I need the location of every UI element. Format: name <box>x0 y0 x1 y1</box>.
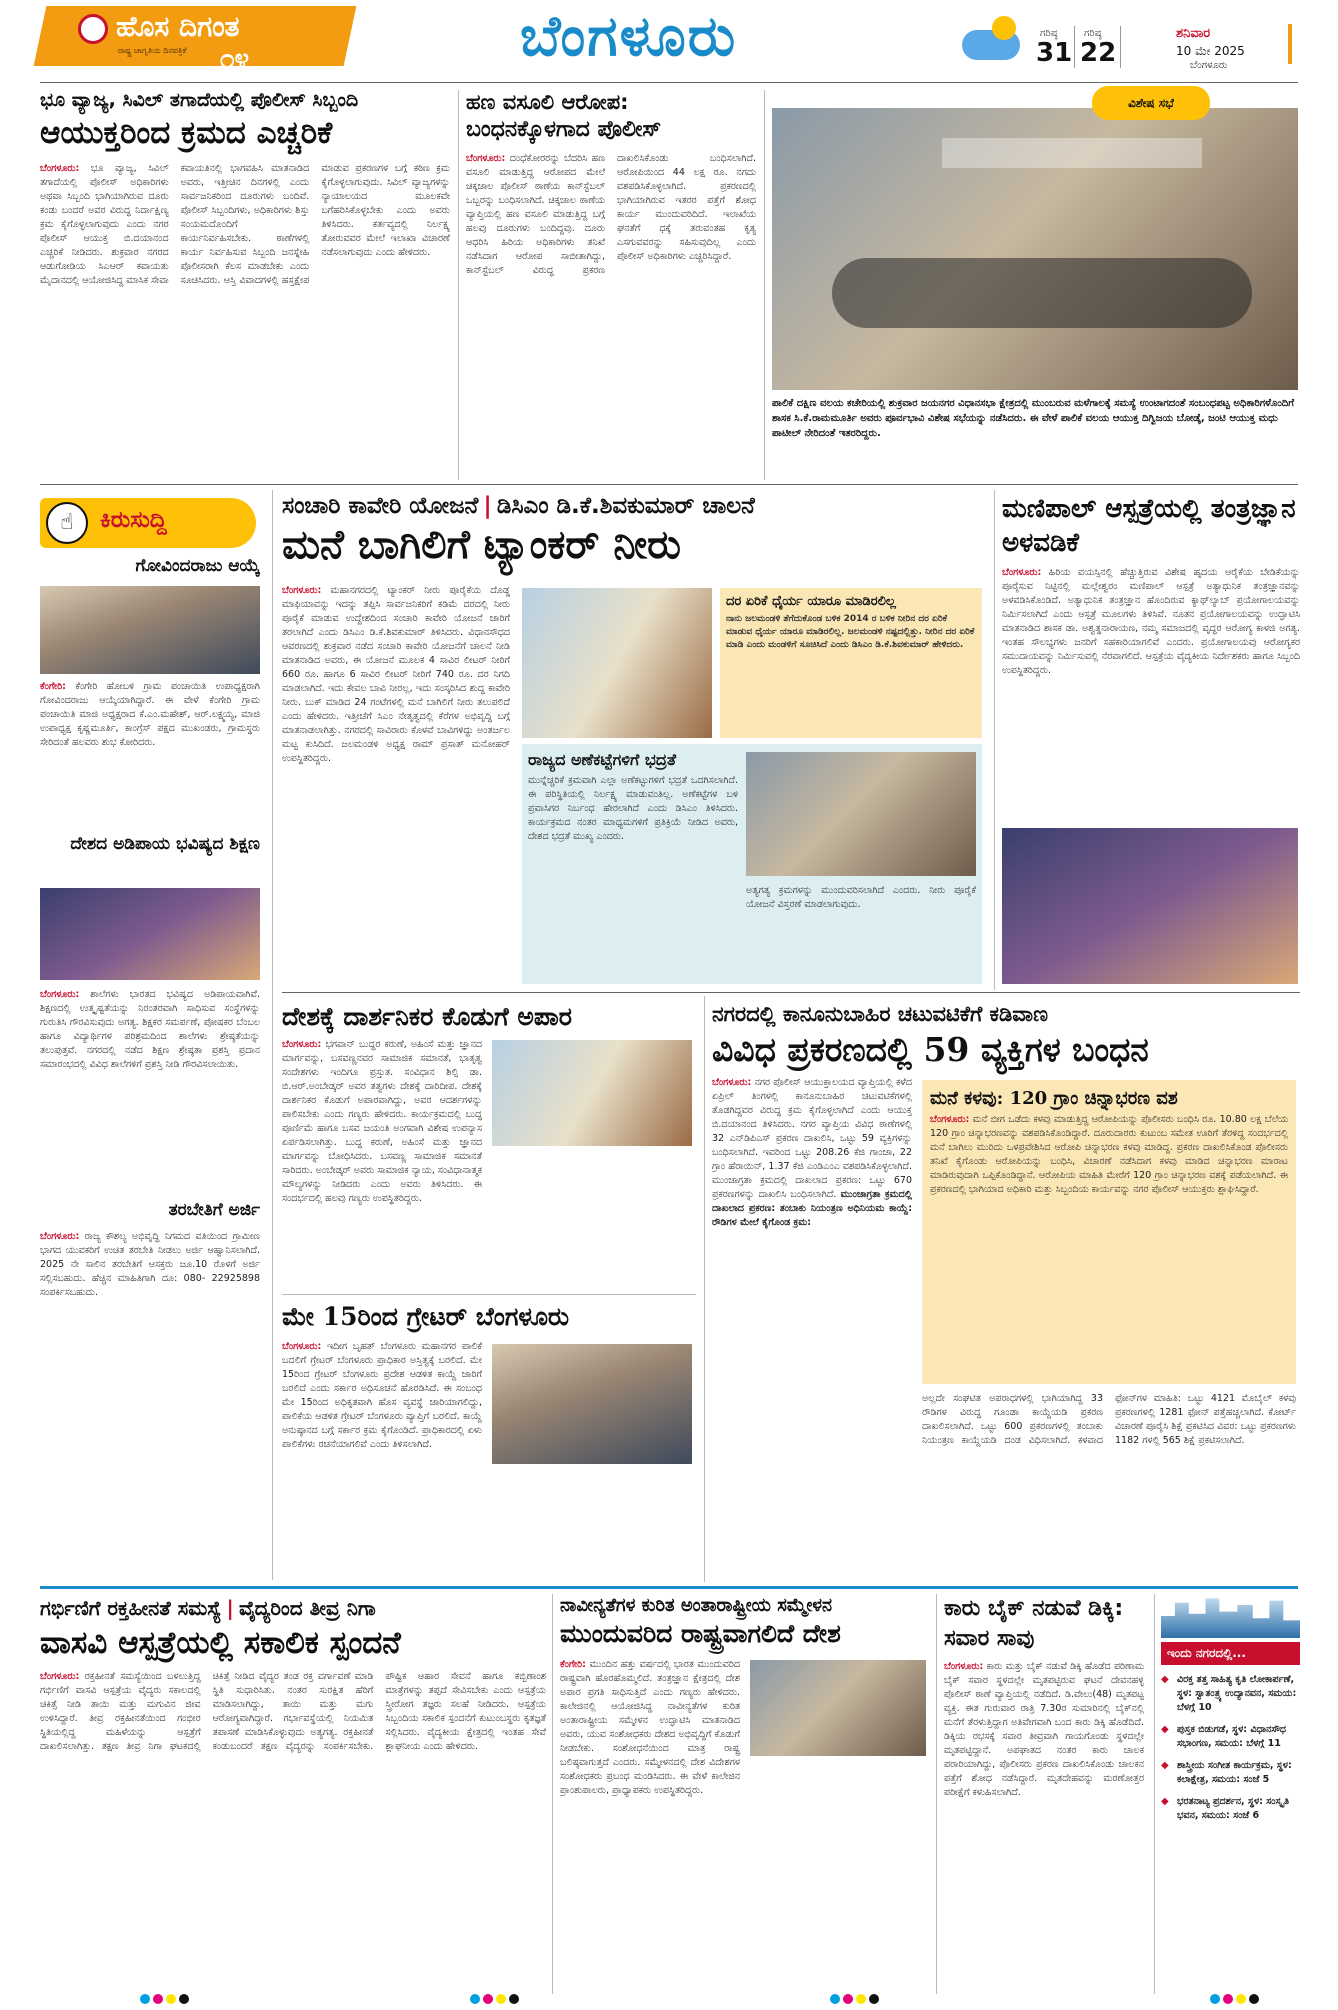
registration-marks <box>1210 1994 1259 2004</box>
special-meeting <box>772 86 1302 480</box>
kiru-item3-body: ಬೆಂಗಳೂರು: ರಾಜ್ಯ ಕೌಶಲ್ಯ ಅಭಿವೃದ್ಧಿ ನಿಗಮದ ವತಿಯಿಂದ ಗ್ರಾಮೀಣ ಭಾಗದ ಯುವಕರಿಗೆ ಉಚಿತ ತರಬೇತಿ ನೀಡಲು ಅರ್ಜಿ ಆಹ್ವಾನಿಸಲಾಗಿದೆ. 2025 ನೇ ಸಾಲಿನ ತರಬೇತಿಗೆ ಆಸಕ್ತರು ಜೂ.10 ರೊಳಗೆ ಅರ್ಜಿ ಸಲ್ಲಿಸಬಹುದು. ಹೆಚ್ಚಿನ ಮಾಹಿತಿಗಾಗಿ ದೂ: 080- 22925898 ಸಂಪರ್ಕಿಸಬಹುದು. <box>40 1231 260 1298</box>
chain-box <box>922 1080 1296 1384</box>
lead-body: ಬೆಂಗಳೂರು: ಮಹಾನಗರದಲ್ಲಿ ಟ್ಯಾಂಕರ್ ನೀರು ಪೂರೈಕೆಯ ದೊಡ್ಡ ಮಾಫಿಯಾವನ್ನು ಇದನ್ನು ತಪ್ಪಿಸಿ ಸಾರ್ವಜನಿಕರಿಗೆ ಕಡಿಮೆ ದರದಲ್ಲಿ ನೀರು ಪೂರೈಕೆ ಮಾಡುವ ಉದ್ದೇಶದಿಂದ ಸಂಚಾರಿ ಕಾವೇರಿ ಯೋಜನೆ ಜಾರಿಗೆ ತರಲಾಗಿದೆ ಎಂದು ಡಿಸಿಎಂ ಡಿ.ಕೆ.ಶಿವಕುಮಾರ್ ತಿಳಿಸಿದರು. ವಿಧಾನಸೌಧದ ಆವರಣದಲ್ಲಿ ಶುಕ್ರವಾರ ನಡೆದ ಸಂಚಾರಿ ಕಾವೇರಿ ಯೋಜನೆಗೆ ಚಾಲನೆ ನೀಡಿ ಮಾತನಾಡಿದ ಅವರು, ಈ ಯೋಜನೆ ಮೂಲಕ 4 ಸಾವಿರ ಲೀಟರ್ ನೀರಿಗೆ 660 ರೂ. ಹಾಗೂ 6 ಸಾವಿರ ಲೀಟರ್ ನೀರಿಗೆ 740 ರೂ. ದರ ನಿಗದಿ ಮಾಡಲಾಗಿದೆ. ಇದು ಕೇವಲ ಬಾವಿ ನೀರಲ್ಲ, ಇದು ಸಂಸ್ಕರಿಸಿದ ಶುದ್ಧ ಕಾವೇರಿ ನೀರು. ಬುಕ್ ಮಾಡಿದ 24 ಗಂಟೆಗಳಲ್ಲಿ ಮನೆ ಬಾಗಿಲಿಗೆ ನೀರು ತಲುಪಲಿದೆ ಎಂದು ಹೇಳಿದರು. ಇತ್ತೀಚೆಗೆ ಸಿಎಂ ನೇತೃತ್ವದಲ್ಲಿ ಕೆರೆಗಳ ಅಭಿವೃದ್ಧಿ ಬಗ್ಗೆ ಮಾತನಾಡಲಾಗಿತ್ತು. ನಗರದಲ್ಲಿ ಸಾವಿರಾರು ಕೊಳವೆ ಬಾವಿಗಳಿದ್ದು ಅಂತರ್ಜಲ ಮಟ್ಟ ಕುಸಿದಿದೆ. ಜಲಮಂಡಳಿ ಅಧ್ಯಕ್ಷ ರಾಮ್ ಪ್ರಸಾತ್ ಮನೋಹರ್ ಉಪಸ್ಥಿತರಿದ್ದರು. <box>282 585 510 764</box>
philosopher-story <box>282 1000 696 1290</box>
kiru-item2-headline: ದೇಶದ ಅಡಿಪಾಯ ಭವಿಷ್ಯದ ಶಿಕ್ಷಣ <box>70 834 260 854</box>
carbike-headline: ಕಾರು ಬೈಕ್ ನಡುವೆ ಡಿಕ್ಕಿ: ಸವಾರ ಸಾವು <box>944 1596 1124 1651</box>
lead-side-headline: ರಾಜ್ಯದ ಅಣೆಕಟ್ಟೆಗಳಿಗೆ ಭದ್ರತೆ <box>528 750 676 769</box>
manipal-headline: ಮಣಿಪಾಲ್ ಆಸ್ಪತ್ರೆಯಲ್ಲಿ ತಂತ್ರಜ್ಞಾನ ಅಳವಡಿಕೆ <box>1002 494 1296 558</box>
masthead <box>0 0 1338 80</box>
arrest-headline: ವಿವಿಧ ಪ್ರಕರಣದಲ್ಲಿ 59 ವ್ಯಕ್ತಿಗಳ ಬಂಧನ <box>712 1030 1149 1069</box>
brand-name: ಹೊಸ ದಿಗಂತ <box>116 10 240 43</box>
today-in-city <box>1154 1594 1300 1994</box>
meeting-photo <box>772 108 1298 390</box>
lead-side-body: ಮುನ್ನೆಚ್ಚರಿಕೆ ಕ್ರಮವಾಗಿ ಎಲ್ಲಾ ಅಣೆಕಟ್ಟುಗಳಿಗೆ ಭದ್ರತೆ ಒದಗಿಸಲಾಗಿದೆ. ಈ ಪರಿಸ್ಥಿತಿಯಲ್ಲಿ ನಿರ್ಲಕ್ಷ್ಯ ಮಾಡುವಂತಿಲ್ಲ. ಅಣೆಕಟ್ಟೆಗಳ ಬಳಿ ಪ್ರವಾಸಿಗರ ನಿರ್ಬಂಧ ಹೇರಲಾಗಿದೆ ಎಂದು ಡಿಸಿಎಂ ತಿಳಿಸಿದರು. ಕಾರ್ಯಕ್ರಮದ ನಂತರ ಮಾಧ್ಯಮಗಳಿಗೆ ಪ್ರತಿಕ್ರಿಯೆ ನೀಡಿದ ಅವರು, ದೇಶದ ಭದ್ರತೆ ಮುಖ್ಯ ಎಂದರು. <box>528 775 738 842</box>
carbike-body: ಬೆಂಗಳೂರು: ಕಾರು ಮತ್ತು ಬೈಕ್ ನಡುವೆ ಡಿಕ್ಕಿ ಹೊಡೆದ ಪರಿಣಾಮ ಬೈಕ್ ಸವಾರ ಸ್ಥಳದಲ್ಲೇ ಮೃತಪಟ್ಟಿರುವ ಘಟನೆ ದೇವನಹಳ್ಳಿ ಪೊಲೀಸ್ ಠಾಣೆ ವ್ಯಾಪ್ತಿಯಲ್ಲಿ ನಡೆದಿದೆ. ಡಿ.ವೇಲು(48) ಮೃತಪಟ್ಟ ವ್ಯಕ್ತಿ. ಈತ ಗುರುವಾರ ರಾತ್ರಿ 7.30ರ ಸುಮಾರಿನಲ್ಲಿ ಬೈಕ್‌ನಲ್ಲಿ ಮನೆಗೆ ತೆರಳುತ್ತಿದ್ದಾಗ ಅತಿವೇಗವಾಗಿ ಬಂದ ಕಾರು ಡಿಕ್ಕಿ ಹೊಡೆದಿದೆ. ಡಿಕ್ಕಿಯ ರಭಸಕ್ಕೆ ಸವಾರ ತೀವ್ರವಾಗಿ ಗಾಯಗೊಂಡು ಸ್ಥಳದಲ್ಲೇ ಮೃತಪಟ್ಟಿದ್ದಾನೆ. ಅಪಘಾತದ ನಂತರ ಕಾರು ಚಾಲಕ ಪರಾರಿಯಾಗಿದ್ದು, ಪೊಲೀಸರು ಪ್ರಕರಣ ದಾಖಲಿಸಿಕೊಂಡು ಚಾಲಕನ ಪತ್ತೆಗೆ ಶೋಧ ನಡೆಸಿದ್ದಾರೆ. ಮೃತದೇಹವನ್ನು ಮರಣೋತ್ತರ ಪರೀಕ್ಷೆಗೆ ಕಳುಹಿಸಲಾಗಿದೆ. <box>944 1661 1144 1798</box>
issue-date: 10 ಮೇ 2025 <box>1176 44 1245 58</box>
lead-headline: ಮನೆ ಬಾಗಿಲಿಗೆ ಟ್ಯಾಂಕರ್ ನೀರು <box>282 521 682 568</box>
registration-marks <box>830 1994 879 2004</box>
lead-quote-body: ನಾನು ಜಲಮಂಡಳಿ ತೆಗೆದುಕೊಂಡ ಬಳಿಕ 2014 ರ ಬಳಿಕ ನೀರಿನ ದರ ಏರಿಕೆ ಮಾಡುವ ಧೈರ್ಯ ಯಾರೂ ಮಾಡಿರಲಿಲ್ಲ. ಜಲಮಂಡಳಿ ನಷ್ಟದಲ್ಲಿತ್ತು. ನೀರಿನ ದರ ಏರಿಕೆ ಮಾಡಿ ಎಂದು ಮಂಡಳಿಗೆ ಸೂಚಿಸಿದೆ ಎಂದು ಡಿಸಿಎಂ ಡಿ.ಕೆ.ಶಿವಕುಮಾರ್ ಹೇಳಿದರು. <box>726 614 975 650</box>
brand-tagline: ರಾಷ್ಟ್ರ ಜಾಗೃತಿಯ ದಿನಪತ್ರಿಕೆ <box>118 46 187 55</box>
arrest-sub2: ತಂಬಾಕು ನಿಯಂತ್ರಣ ಅಧಿನಿಯಮ ಕಾಯ್ದೆ: <box>779 1203 912 1214</box>
philosopher-photo <box>492 1040 692 1146</box>
kiru-item1-headline: ಗೋವಿಂದರಾಜು ಆಯ್ಕೆ <box>135 556 260 576</box>
innovation-body: ಕೆಂಗೇರಿ: ಮುಂದಿನ ಹತ್ತು ವರ್ಷದಲ್ಲಿ ಭಾರತ ಮುಂದುವರಿದ ರಾಷ್ಟ್ರವಾಗಿ ಹೊರಹೊಮ್ಮಲಿದೆ. ತಂತ್ರಜ್ಞಾನ ಕ್ಷೇತ್ರದಲ್ಲಿ ದೇಶ ಅಪಾರ ಪ್ರಗತಿ ಸಾಧಿಸುತ್ತಿದೆ ಎಂದು ಗಣ್ಯರು ಹೇಳಿದರು. ಕಾಲೇಜಿನಲ್ಲಿ ಆಯೋಜಿಸಿದ್ದ ನಾವೀನ್ಯತೆಗಳ ಕುರಿತ ಅಂತಾರಾಷ್ಟ್ರೀಯ ಸಮ್ಮೇಳನ ಉದ್ಘಾಟಿಸಿ ಮಾತನಾಡಿದ ಅವರು, ಯುವ ಸಂಶೋಧಕರು ದೇಶದ ಅಭಿವೃದ್ಧಿಗೆ ಕೊಡುಗೆ ನೀಡಬೇಕು. ಸಂಶೋಧನೆಯಿಂದ ಮಾತ್ರ ರಾಷ್ಟ್ರ ಬಲಿಷ್ಠವಾಗುತ್ತದೆ ಎಂದರು. ಸಮ್ಮೇಳನದಲ್ಲಿ ದೇಶ ವಿದೇಶಗಳ ಸಂಶೋಧಕರು ಪ್ರಬಂಧ ಮಂಡಿಸಿದರು. ಈ ವೇಳೆ ಕಾಲೇಜಿನ ಪ್ರಾಂಶುಪಾಲರು, ಪ್ರಾಧ್ಯಾಪಕರು ಉಪಸ್ಥಿತರಿದ್ದರು. <box>560 1659 740 1796</box>
arrest-sub3: ರೌಡಿಗಳ ಮೇಲೆ ಕೈಗೊಂಡ ಕ್ರಮ: <box>712 1217 812 1228</box>
innovation-story <box>560 1594 930 1994</box>
brand-logo-icon <box>78 14 108 44</box>
kiru-item1-photo <box>40 586 260 674</box>
lead-quote-box <box>720 588 982 738</box>
carbike-story <box>944 1594 1144 1994</box>
manipal-photo <box>1002 828 1298 984</box>
story-headline: ಬಂಧನಕ್ಕೊಳಗಾದ ಪೊಲೀಸ್ <box>466 117 662 142</box>
lead-photo <box>522 588 712 738</box>
philosopher-headline: ದೇಶಕ್ಕೆ ದಾರ್ಶನಿಕರ ಕೊಡುಗೆ ಅಪಾರ <box>282 1002 572 1031</box>
today-item: ◆ ಭರತನಾಟ್ಯ ಪ್ರದರ್ಶನ, ಸ್ಥಳ: ಸಂಸ್ಕೃತಿ ಭವನ, ಸಮಯ: ಸಂಜೆ 6 <box>1161 1795 1300 1823</box>
chain-headline: ಮನೆ ಕಳವು: 120 ಗ್ರಾಂ ಚಿನ್ನಾಭರಣ ವಶ <box>930 1088 1178 1109</box>
today-list <box>1161 1673 1300 1823</box>
meeting-caption: ಪಾಲಿಕೆ ದಕ್ಷಿಣ ವಲಯ ಕಚೇರಿಯಲ್ಲಿ ಶುಕ್ರವಾರ ಜಯನಗರ ವಿಧಾನಸಭಾ ಕ್ಷೇತ್ರದಲ್ಲಿ ಮುಂಬರುವ ಮಳೆಗಾಲಕ್ಕೆ ಸಮಸ್ಯೆ ಉಂಟಾಗದಂತೆ ಸಂಬಂಧಪಟ್ಟ ಅಧಿಕಾರಿಗಳೊಂದಿಗೆ ಶಾಸಕ ಸಿ.ಕೆ.ರಾಮಮೂರ್ತಿ ಅವರು ಪೂರ್ವಭಾವಿ ವಿಶೇಷ ಸಭೆಯನ್ನು ನಡೆಸಿದರು. ಈ ವೇಳೆ ಪಾಲಿಕೆ ವಲಯ ಆಯುಕ್ತ ದಿಗ್ವಿಜಯ ಬೋಡ್ಕೆ, ಜಂಟಿ ಆಯುಕ್ತ ಮಧು ಪಾಟೀಲ್ ನೇರಿದಂತೆ ಇತರರಿದ್ದರು. <box>772 398 1295 439</box>
kiru-item2-photo <box>40 888 260 980</box>
registration-marks <box>470 1994 519 2004</box>
kiru-item3-headline: ತರಬೇತಿಗೆ ಅರ್ಜಿ <box>168 1200 260 1220</box>
city-title: ಬೆಂಗಳೂರು <box>520 3 738 69</box>
pointing-hand-icon: ☝ <box>46 502 88 544</box>
vasavi-body: ಬೆಂಗಳೂರು: ರಕ್ತಹೀನತೆ ಸಮಸ್ಯೆಯಿಂದ ಬಳಲುತ್ತಿದ್ದ ಗರ್ಭಿಣಿಗೆ ವಾಸವಿ ಆಸ್ಪತ್ರೆಯ ವೈದ್ಯರು ಸಕಾಲದಲ್ಲಿ ಚಿಕಿತ್ಸೆ ನೀಡಿ ತಾಯಿ ಮತ್ತು ಮಗುವಿನ ಜೀವ ಉಳಿಸಿದ್ದಾರೆ. ತೀವ್ರ ರಕ್ತಹೀನತೆಯಿಂದ ಗಂಭೀರ ಸ್ಥಿತಿಯಲ್ಲಿದ್ದ ಮಹಿಳೆಯನ್ನು ಆಸ್ಪತ್ರೆಗೆ ದಾಖಲಿಸಲಾಗಿತ್ತು. ತಕ್ಷಣ ತೀವ್ರ ನಿಗಾ ಘಟಕದಲ್ಲಿ ಚಿಕಿತ್ಸೆ ನೀಡಿದ ವೈದ್ಯರ ತಂಡ ರಕ್ತ ವರ್ಗಾವಣೆ ಮಾಡಿ ಸ್ಥಿತಿ ಸುಧಾರಿಸಿತು. ನಂತರ ಸುರಕ್ಷಿತ ಹೆರಿಗೆ ಮಾಡಿಸಲಾಗಿದ್ದು, ತಾಯಿ ಮತ್ತು ಮಗು ಆರೋಗ್ಯವಾಗಿದ್ದಾರೆ. ಗರ್ಭಾವಸ್ಥೆಯಲ್ಲಿ ನಿಯಮಿತ ತಪಾಸಣೆ ಮಾಡಿಸಿಕೊಳ್ಳುವುದು ಅತ್ಯಗತ್ಯ. ರಕ್ತಹೀನತೆ ಕಂಡುಬಂದರೆ ತಕ್ಷಣ ವೈದ್ಯರನ್ನು ಸಂಪರ್ಕಿಸಬೇಕು. ಪೌಷ್ಟಿಕ ಆಹಾರ ಸೇವನೆ ಹಾಗೂ ಕಬ್ಬಿಣಾಂಶ ಮಾತ್ರೆಗಳನ್ನು ತಪ್ಪದೆ ಸೇವಿಸಬೇಕು ಎಂದು ಆಸ್ಪತ್ರೆಯ ಸ್ತ್ರೀರೋಗ ತಜ್ಞರು ಸಲಹೆ ನೀಡಿದರು. ಆಸ್ಪತ್ರೆಯ ಸಿಬ್ಬಂದಿಯ ಸಕಾಲಿಕ ಸ್ಪಂದನೆಗೆ ಕುಟುಂಬಸ್ಥರು ಕೃತಜ್ಞತೆ ಸಲ್ಲಿಸಿದರು. ವೈದ್ಯಕೀಯ ಕ್ಷೇತ್ರದಲ್ಲಿ ಇಂತಹ ಸೇವೆ ಶ್ಲಾಘನೀಯ ಎಂದು ಹೇಳಿದರು. <box>40 1671 546 1752</box>
weather-max: 31 <box>1036 38 1073 68</box>
story-body: ಬೆಂಗಳೂರು: ದಂಧೆಕೋರರನ್ನು ಬೆದರಿಸಿ ಹಣ ವಸೂಲಿ ಮಾಡುತ್ತಿದ್ದ ಆರೋಪದ ಮೇಲೆ ಚಿಕ್ಕಜಾಲ ಪೊಲೀಸ್ ಠಾಣೆಯ ಕಾನ್‌ಸ್ಟೆಬಲ್ ಒಬ್ಬರನ್ನು ಬಂಧಿಸಲಾಗಿದೆ. ಚಿಕ್ಕಜಾಲ ಠಾಣೆಯ ವ್ಯಾಪ್ತಿಯಲ್ಲಿ ಹಣ ವಸೂಲಿ ಮಾಡುತ್ತಿದ್ದ ಬಗ್ಗೆ ಹಲವು ದೂರುಗಳು ಬಂದಿದ್ದವು. ದೂರು ಆಧರಿಸಿ ಹಿರಿಯ ಅಧಿಕಾರಿಗಳು ತನಿಖೆ ನಡೆಸಿದಾಗ ಆರೋಪ ಸಾಬೀತಾಗಿದ್ದು, ಕಾನ್‌ಸ್ಟೆಬಲ್ ವಿರುದ್ಧ ಪ್ರಕರಣ ದಾಖಲಿಸಿಕೊಂಡು ಬಂಧಿಸಲಾಗಿದೆ. ಆರೋಪಿಯಿಂದ 44 ಲಕ್ಷ ರೂ. ನಗದು ವಶಪಡಿಸಿಕೊಳ್ಳಲಾಗಿದೆ. ಪ್ರಕರಣದಲ್ಲಿ ಭಾಗಿಯಾಗಿರುವ ಇತರರ ಪತ್ತೆಗೆ ಶೋಧ ಕಾರ್ಯ ಮುಂದುವರಿದಿದೆ. ಇಲಾಖೆಯ ಘನತೆಗೆ ಧಕ್ಕೆ ತರುವಂತಹ ಕೃತ್ಯ ಎಸಗುವವರನ್ನು ಸಹಿಸುವುದಿಲ್ಲ ಎಂದು ಪೊಲೀಸ್ ಅಧಿಕಾರಿಗಳು ಎಚ್ಚರಿಸಿದ್ದಾರೆ. <box>466 153 756 276</box>
today-title: ಇಂದು ನಗರದಲ್ಲಿ... <box>1161 1642 1300 1665</box>
story-dateline: ಬೆಂಗಳೂರು: <box>466 153 506 164</box>
greater-body: ಬೆಂಗಳೂರು: ಇದೀಗ ಬೃಹತ್ ಬೆಂಗಳೂರು ಮಹಾನಗರ ಪಾಲಿಕೆ ಬದಲಿಗೆ ಗ್ರೇಟರ್ ಬೆಂಗಳೂರು ಪ್ರಾಧಿಕಾರ ಅಸ್ತಿತ್ವಕ್ಕೆ ಬರಲಿದೆ. ಮೇ 15ರಿಂದ ಗ್ರೇಟರ್ ಬೆಂಗಳೂರು ಪ್ರದೇಶ ಆಡಳಿತ ಕಾಯ್ದೆ ಜಾರಿಗೆ ಬರಲಿದೆ ಎಂದು ಸರ್ಕಾರ ಅಧಿಸೂಚನೆ ಹೊರಡಿಸಿದೆ. ಈ ಸಂಬಂಧ ಮೇ 15ರಿಂದ ಅಧಿಕೃತವಾಗಿ ಹೊಸ ವ್ಯವಸ್ಥೆ ಜಾರಿಯಾಗಲಿದ್ದು, ಪಾಲಿಕೆಯ ಆಡಳಿತ ಗ್ರೇಟರ್ ಬೆಂಗಳೂರು ವ್ಯಾಪ್ತಿಗೆ ಬರಲಿದೆ. ಕಾಯ್ದೆ ಅನುಷ್ಠಾನದ ಬಗ್ಗೆ ಸರ್ಕಾರ ಕ್ರಮ ಕೈಗೊಂಡಿದೆ. ಪ್ರಾಧಿಕಾರದಲ್ಲಿ ಏಳು ಪಾಲಿಕೆಗಳು ರಚನೆಯಾಗಲಿವೆ ಎಂದು ತಿಳಿಸಲಾಗಿದೆ. <box>282 1341 482 1450</box>
story-police-warning <box>40 88 450 478</box>
arrest-sub1: ಮುಂಜಾಗ್ರತಾ ಕ್ರಮದಲ್ಲಿ ದಾಖಲಾದ ಪ್ರಕರಣ: <box>712 1189 912 1214</box>
arrest-body2: ಅಲ್ಲದೇ ಸಂಘಟಿತ ಅಪರಾಧಗಳಲ್ಲಿ ಭಾಗಿಯಾಗಿದ್ದ 33 ರೌಡಿಗಳ ವಿರುದ್ಧ ಗೂಂಡಾ ಕಾಯ್ದೆಯಡಿ ಪ್ರಕರಣ ದಾಖಲಿಸಲಾಗಿದೆ. ಒಟ್ಟು 600 ಪ್ರಕರಣಗಳಲ್ಲಿ ತಂಬಾಕು ನಿಯಂತ್ರಣ ಕಾಯ್ದೆಯಡಿ ದಂಡ ವಿಧಿಸಲಾಗಿದೆ. ಕಳವಾದ ಫೋನ್‌ಗಳ ಮಾಹಿತಿ: ಒಟ್ಟು 4121 ಮೊಬೈಲ್ ಕಳವು ಪ್ರಕರಣಗಳಲ್ಲಿ 1281 ಫೋನ್ ಪತ್ತೆಹಚ್ಚಲಾಗಿದೆ. ಕೋರ್ಟ್ ವಿಚಾರಣೆ ಪೂರೈಸಿ ಶಿಕ್ಷೆ ಪ್ರಕಟಿಸಿದ ವಿವರ: ಒಟ್ಟು ಪ್ರಕರಣಗಳು 1182 ಗಳಲ್ಲಿ 565 ಶಿಕ್ಷೆ ಪ್ರಕಟಿಸಲಾಗಿದೆ. <box>922 1393 1296 1446</box>
today-item: ◆ ಪುಸ್ತಕ ಬಿಡುಗಡೆ, ಸ್ಥಳ: ವಿಧಾನಸೌಧ ಸಭಾಂಗಣ, ಸಮಯ: ಬೆಳಗ್ಗೆ 11 <box>1161 1723 1300 1751</box>
vasavi-story <box>40 1594 546 1994</box>
arrest-kicker: ನಗರದಲ್ಲಿ ಕಾನೂನುಬಾಹಿರ ಚಟುವಟಿಕೆಗೆ ಕಡಿವಾಣ <box>712 1002 1048 1026</box>
story-kicker: ಹಣ ವಸೂಲಿ ಆರೋಪ: <box>466 90 629 114</box>
lead-story <box>282 492 986 988</box>
lead-side-box <box>522 744 982 984</box>
special-meeting-badge: ವಿಶೇಷ ಸಭೆ <box>1092 86 1210 120</box>
weather-max-label: ಗರಿಷ್ಠ <box>1040 28 1058 39</box>
innovation-photo <box>750 1660 926 1756</box>
lead-side-body2: ಅತ್ಯಗತ್ಯ ಕ್ರಮಗಳನ್ನು ಮುಂದುವರಿಸಲಾಗಿದೆ ಎಂದರು. ನೀರು ಪೂರೈಕೆ ಯೋಜನೆ ವಿಸ್ತರಣೆ ಮಾಡಲಾಗುವುದು. <box>746 885 976 910</box>
lead-kicker: ಸಂಚಾರಿ ಕಾವೇರಿ ಯೋಜನೆ | ಡಿಸಿಎಂ ಡಿ.ಕೆ.ಶಿವಕುಮಾರ್ ಚಾಲನೆ <box>282 493 755 519</box>
story-body: ಬೆಂಗಳೂರು: ಭೂ ವ್ಯಾಜ್ಯ, ಸಿವಿಲ್ ತಗಾದೆಯಲ್ಲಿ ಪೊಲೀಸ್ ಅಧಿಕಾರಿಗಳು ಅಥವಾ ಸಿಬ್ಬಂದಿ ಭಾಗಿಯಾಗಿರುವ ದೂರು ಕಂಡು ಬಂದರೆ ಅವರ ವಿರುದ್ಧ ನಿರ್ದಾಕ್ಷಿಣ್ಯ ಕ್ರಮ ಕೈಗೊಳ್ಳಲಾಗುವುದು ಎಂದು ನಗರ ಪೊಲೀಸ್ ಆಯುಕ್ತ ಬಿ.ದಯಾನಂದ ಎಚ್ಚರಿಕೆ ನೀಡಿದರು. ಶುಕ್ರವಾರ ನಗರದ ಆಡುಗೋಡಿಯ ಸಿಎಆರ್ ಕವಾಯತು ಮೈದಾನದಲ್ಲಿ ಆಯೋಜಿಸಿದ್ದ ಮಾಸಿಕ ಸೇವಾ ಕವಾಯತಿನಲ್ಲಿ ಭಾಗವಹಿಸಿ ಮಾತನಾಡಿದ ಅವರು, ಇತ್ತೀಚಿನ ದಿನಗಳಲ್ಲಿ ಎಂದು ಸಾರ್ವಜನಿಕರಿಂದ ದೂರುಗಳು ಬಂದಿವೆ. ಪೊಲೀಸ್ ಸಿಬ್ಬಂದಿಗಳು, ಅಧಿಕಾರಿಗಳು ಶಿಸ್ತು ಸಂಯಮದೊಂದಿಗೆ ಕಾರ್ಯನಿರ್ವಹಿಸಬೇಕು. ಠಾಣೆಗಳಲ್ಲಿ ಕಾರ್ಯ ನಿರ್ವಹಿಸುವ ಸಿಬ್ಬಂದಿ ಜನಸ್ನೇಹಿ ಪೊಲೀಸರಾಗಿ ಕೆಲಸ ಮಾಡಬೇಕು ಎಂದು ಸೂಚಿಸಿದರು. ಆಸ್ತಿ ವಿವಾದಗಳಲ್ಲಿ ಹಸ್ತಕ್ಷೇಪ ಮಾಡುವ ಪ್ರಕರಣಗಳ ಬಗ್ಗೆ ಕಠಿಣ ಕ್ರಮ ಕೈಗೊಳ್ಳಲಾಗುವುದು. ಸಿವಿಲ್ ವ್ಯಾಜ್ಯಗಳನ್ನು ನ್ಯಾಯಾಲಯದ ಮೂಲಕವೇ ಬಗೆಹರಿಸಿಕೊಳ್ಳಬೇಕು ಎಂದು ಅವರು ತಿಳಿಸಿದರು. ಕರ್ತವ್ಯದಲ್ಲಿ ನಿರ್ಲಕ್ಷ್ಯ ತೋರುವವರ ಮೇಲೆ ಇಲಾಖಾ ವಿಚಾರಣೆ ನಡೆಸಲಾಗುವುದು ಎಂದು ಹೇಳಿದರು. <box>40 163 450 286</box>
lead-side-photo <box>746 752 976 876</box>
registration-marks <box>140 1994 189 2004</box>
lead-quote-title: ದರ ಏರಿಕೆ ಧೈರ್ಯ ಯಾರೂ ಮಾಡಿರಲಿಲ್ಲ <box>726 594 896 609</box>
chain-body: ಬೆಂಗಳೂರು: ಮನೆ ಬೀಗ ಒಡೆದು ಕಳವು ಮಾಡುತ್ತಿದ್ದ ಆರೋಪಿಯನ್ನು ಪೊಲೀಸರು ಬಂಧಿಸಿ ರೂ. 10.80 ಲಕ್ಷ ಬೆಲೆಯ 120 ಗ್ರಾಂ ಚಿನ್ನಾಭರಣವನ್ನು ವಶಪಡಿಸಿಕೊಂಡಿದ್ದಾರೆ. ದೂರುದಾರರು ಕುಟುಂಬ ಸಮೇತ ಊರಿಗೆ ತೆರಳಿದ್ದ ಸಂದರ್ಭದಲ್ಲಿ ಮನೆ ಬಾಗಿಲು ಮುರಿದು ಒಳಪ್ರವೇಶಿಸಿದ ಆರೋಪಿ ಚಿನ್ನಾಭರಣ ಕಳವು ಮಾಡಿದ್ದ. ಪ್ರಕರಣ ದಾಖಲಿಸಿಕೊಂಡ ಪೊಲೀಸರು ತನಿಖೆ ಕೈಗೊಂಡು ಆರೋಪಿಯನ್ನು ಬಂಧಿಸಿ, ವಿಚಾರಣೆ ನಡೆಸಿದಾಗ ಕಳವು ಮಾಡಿದ ಚಿನ್ನಾಭರಣ ಮಾರಾಟ ಮಾಡಿರುವುದಾಗಿ ಒಪ್ಪಿಕೊಂಡಿದ್ದಾನೆ. ಆರೋಪಿಯ ಮಾಹಿತಿ ಮೇರೆಗೆ 120 ಗ್ರಾಂ ಚಿನ್ನಾಭರಣ ವಶಕ್ಕೆ ಪಡೆಯಲಾಗಿದೆ. ಈ ಪ್ರಕರಣದಲ್ಲಿ ಭಾಗಿಯಾದ ಅಧಿಕಾರಿ ಮತ್ತು ಸಿಬ್ಬಂದಿಯ ಕಾರ್ಯವನ್ನು ನಗರ ಪೊಲೀಸ್ ಆಯುಕ್ತರು ಶ್ಲಾಘಿಸಿದ್ದಾರೆ. <box>930 1114 1288 1195</box>
issue-edition: ಬೆಂಗಳೂರು <box>1190 60 1228 71</box>
innovation-headline-line1: ನಾವೀನ್ಯತೆಗಳ ಕುರಿತ ಅಂತಾರಾಷ್ಟ್ರೀಯ ಸಮ್ಮೇಳನ <box>560 1595 833 1616</box>
story-headline: ಆಯುಕ್ತರಿಂದ ಕ್ರಮದ ಎಚ್ಚರಿಕೆ <box>40 115 333 151</box>
story-police-arrest <box>466 88 756 478</box>
vasavi-kicker: ಗರ್ಭಿಣಿಗೆ ರಕ್ತಹೀನತೆ ಸಮಸ್ಯೆ | ವೈದ್ಯರಿಂದ ತೀವ್ರ ನಿಗಾ <box>40 1596 376 1620</box>
weather-min-label: ಗರಿಷ್ಠ <box>1084 28 1102 39</box>
weather-sun-icon <box>992 16 1016 40</box>
city-skyline-icon <box>1161 1594 1300 1638</box>
story-kicker: ಭೂ ವ್ಯಾಜ್ಯ, ಸಿವಿಲ್ ತಗಾದೆಯಲ್ಲಿ ಪೊಲೀಸ್ ಸಿಬ್ಬಂದಿ <box>40 89 359 111</box>
kirusuddi-column <box>40 492 262 1582</box>
vasavi-headline: ವಾಸವಿ ಆಸ್ಪತ್ರೆಯಲ್ಲಿ ಸಕಾಲಿಕ ಸ್ಪಂದನೆ <box>40 1625 401 1661</box>
greater-story <box>282 1300 696 1582</box>
today-item: ◆ ಶಾಸ್ತ್ರೀಯ ಸಂಗೀತ ಕಾರ್ಯಕ್ರಮ, ಸ್ಥಳ: ಕಲಾಕ್ಷೇತ್ರ, ಸಮಯ: ಸಂಜೆ 5 <box>1161 1759 1300 1787</box>
manipal-story <box>1002 492 1300 988</box>
page-number: ೧೪ <box>220 44 250 74</box>
innovation-headline-line2: ಮುಂದುವರಿದ ರಾಷ್ಟ್ರವಾಗಲಿದೆ ದೇಶ <box>560 1619 841 1648</box>
masthead-accent-bar <box>1288 24 1292 64</box>
arrest-story <box>712 1000 1300 1582</box>
manipal-body: ಬೆಂಗಳೂರು: ಹಿರಿಯ ವಯಸ್ಸಿನಲ್ಲಿ ಹೆಚ್ಚುತ್ತಿರುವ ವಿಶೇಷ ಹೃದಯ ಆರೈಕೆಯ ಬೇಡಿಕೆಯನ್ನು ಪೂರೈಸುವ ನಿಟ್ಟಿನಲ್ಲಿ ಮಲ್ಲೇಶ್ವರಂ ಮಣಿಪಾಲ್ ಆಸ್ಪತ್ರೆ ಅತ್ಯಾಧುನಿಕ ತಂತ್ರಜ್ಞಾನವನ್ನು ಅಳವಡಿಸಿಕೊಂಡಿದೆ. ಅತ್ಯಾಧುನಿಕ ತಂತ್ರಜ್ಞಾನ ಹೊಂದಿರುವ ಕ್ಯಾಥ್‌ಲ್ಯಾಬ್ ಪ್ರಯೋಗಾಲಯವನ್ನು ನಿರ್ಮಿಸಲಾಗಿದೆ ಎಂದು ಆಸ್ಪತ್ರೆ ಮೂಲಗಳು ತಿಳಿಸಿವೆ. ನೂತನ ಪ್ರಯೋಗಾಲಯವನ್ನು ಉದ್ಘಾಟಿಸಿ ಮಾತನಾಡಿದ ಶಾಸಕ ಡಾ. ಅಶ್ವತ್ಥನಾರಾಯಣ, ನಮ್ಮ ಸಮಾಜದಲ್ಲಿ ವೃದ್ಧರ ಆರೋಗ್ಯ ಕಾಳಜಿ ಅಗತ್ಯ. ಇಂತಹ ಸೌಲಭ್ಯಗಳು ಜನರಿಗೆ ಸಹಕಾರಿಯಾಗಲಿವೆ ಎಂದರು. ಪ್ರಯೋಗಾಲಯವು ಆರೋಗ್ಯಕರ ಸಮುದಾಯವನ್ನು ನಿರ್ಮಿಸುವಲ್ಲಿ ನೆರವಾಗಲಿದೆ. ಆಸ್ಪತ್ರೆಯ ವೈದ್ಯಕೀಯ ನಿರ್ದೇಶಕರು ಹಾಗೂ ಸಿಬ್ಬಂದಿ ಉಪಸ್ಥಿತರಿದ್ದರು. <box>1002 567 1300 676</box>
issue-day: ಶನಿವಾರ <box>1176 26 1211 41</box>
arrest-body: ಬೆಂಗಳೂರು: ನಗರ ಪೊಲೀಸ್ ಆಯುಕ್ತಾಲಯದ ವ್ಯಾಪ್ತಿಯಲ್ಲಿ ಕಳೆದ ಏಪ್ರಿಲ್ ತಿಂಗಳಲ್ಲಿ ಕಾನೂನುಬಾಹಿರ ಚಟುವಟಿಕೆಗಳಲ್ಲಿ ತೊಡಗಿದ್ದವರ ವಿರುದ್ಧ ಕ್ರಮ ಕೈಗೊಳ್ಳಲಾಗಿದೆ ಎಂದು ಆಯುಕ್ತ ಬಿ.ದಯಾನಂದ ತಿಳಿಸಿದರು. ನಗರ ವ್ಯಾಪ್ತಿಯ ವಿವಿಧ ಠಾಣೆಗಳಲ್ಲಿ 32 ಎನ್‌ಡಿಪಿಎಸ್ ಪ್ರಕರಣ ದಾಖಲಿಸಿ, ಒಟ್ಟು 59 ವ್ಯಕ್ತಿಗಳನ್ನು ಬಂಧಿಸಲಾಗಿದೆ. ಇವರಿಂದ ಒಟ್ಟು 208.26 ಕೆಜಿ ಗಾಂಜಾ, 22 ಗ್ರಾಂ ಹೆರಾಯಿನ್, 1.37 ಕೆಜಿ ಎಂಡಿಎಂಎ ವಶಪಡಿಸಿಕೊಳ್ಳಲಾಗಿದೆ. ಮುಂಜಾಗ್ರತಾ ಕ್ರಮದಲ್ಲಿ ದಾಖಲಾದ ಪ್ರಕರಣ: ಒಟ್ಟು 670 ಪ್ರಕರಣಗಳನ್ನು ದಾಖಲಿಸಿ ಬಂಧಿಸಲಾಗಿದೆ. ಮುಂಜಾಗ್ರತಾ ಕ್ರಮದಲ್ಲಿ ದಾಖಲಾದ ಪ್ರಕರಣ: ತಂಬಾಕು ನಿಯಂತ್ರಣ ಅಧಿನಿಯಮ ಕಾಯ್ದೆ: ರೌಡಿಗಳ ಮೇಲೆ ಕೈಗೊಂಡ ಕ್ರಮ: <box>712 1077 912 1228</box>
philosopher-body: ಬೆಂಗಳೂರು: ಭಗವಾನ್ ಬುದ್ಧರ ಕರುಣೆ, ಅಹಿಂಸೆ ಮತ್ತು ಜ್ಞಾನದ ಮಾರ್ಗವನ್ನು, ಬಸವಣ್ಣನವರ ಸಾಮಾಜಿಕ ಸಮಾನತೆ, ಭಾತೃತ್ವ ಸಂದೇಶಗಳು ಇಂದಿಗೂ ಪ್ರಸ್ತುತ. ಸಂವಿಧಾನ ಶಿಲ್ಪಿ ಡಾ. ಬಿ.ಆರ್.ಅಂಬೇಡ್ಕರ್ ಅವರ ತತ್ವಗಳು ದೇಶಕ್ಕೆ ದಾರಿದೀಪ. ದೇಶಕ್ಕೆ ದಾರ್ಶನಿಕರ ಕೊಡುಗೆ ಅಪಾರವಾಗಿದ್ದು, ಅವರ ಆದರ್ಶಗಳನ್ನು ಪಾಲಿಸಬೇಕು ಎಂದು ಗಣ್ಯರು ಹೇಳಿದರು. ಕಾರ್ಯಕ್ರಮದಲ್ಲಿ ಬುದ್ಧ ಪೂರ್ಣಿಮೆ ಹಾಗೂ ಬಸವ ಜಯಂತಿ ಅಂಗವಾಗಿ ವಿಶೇಷ ಉಪನ್ಯಾಸ ಏರ್ಪಡಿಸಲಾಗಿತ್ತು. ಬುದ್ಧ ಕರುಣೆ, ಅಹಿಂಸೆ ಮತ್ತು ಜ್ಞಾನದ ಮಾರ್ಗವನ್ನು ಬೋಧಿಸಿದರು. ಬಸವಣ್ಣ ಸಾಮಾಜಿಕ ಸಮಾನತೆ ಸಾರಿದರು. ಅಂಬೇಡ್ಕರ್ ಅವರು ಸಾಮಾಜಿಕ ನ್ಯಾಯ, ಸಂವಿಧಾನಾತ್ಮಕ ಮೌಲ್ಯಗಳನ್ನು ನೀಡಿದರು ಎಂದು ಅವರು ತಿಳಿಸಿದರು. ಈ ಸಂದರ್ಭದಲ್ಲಿ ಹಲವು ಗಣ್ಯರು ಉಪಸ್ಥಿತರಿದ್ದರು. <box>282 1039 482 1204</box>
weather-min: 22 <box>1080 38 1117 68</box>
kiru-item1-body: ಕೆಂಗೇರಿ: ಕೆಂಗೇರಿ ಹೋಬಳಿ ಗ್ರಾಮ ಪಂಚಾಯಿತಿ ಉಪಾಧ್ಯಕ್ಷರಾಗಿ ಗೋವಿಂದರಾಜು ಆಯ್ಕೆಯಾಗಿದ್ದಾರೆ. ಈ ವೇಳೆ ಕೆಂಗೇರಿ ಗ್ರಾಮ ಪಂಚಾಯಿತಿ ಮಾಜಿ ಅಧ್ಯಕ್ಷರಾದ ಕೆ.ಎಂ.ಮಹೇಶ್, ಆರ್.ಲಕ್ಷ್ಮಯ್ಯ, ಮಾಜಿ ಉಪಾಧ್ಯಕ್ಷ ಕೃಷ್ಣಮೂರ್ತಿ, ಕಾಂಗ್ರೆಸ್ ಪಕ್ಷದ ಮುಖಂಡರು, ಗ್ರಾಮಸ್ಥರು ಸೇರಿದಂತೆ ಹಲವರು ಶುಭ ಕೋರಿದರು. <box>40 681 260 748</box>
today-item: ◆ ವಿರಕ್ತ ತತ್ತ ಸಾಹಿತ್ಯ ಕೃತಿ ಲೋಕಾರ್ಪಣೆ, ಸ್ಥಳ: ಸ್ವಾತಂತ್ರ್ಯ ಉದ್ಯಾನವನ, ಸಮಯ: ಬೆಳಗ್ಗೆ 10 <box>1161 1673 1300 1715</box>
greater-headline: ಮೇ 15ರಿಂದ ಗ್ರೇಟರ್ ಬೆಂಗಳೂರು <box>282 1302 570 1331</box>
kiru-item2-body: ಬೆಂಗಳೂರು: ಶಾಲೆಗಳು ಭಾರತದ ಭವಿಷ್ಯದ ಅಡಿಪಾಯವಾಗಿವೆ. ಶಿಕ್ಷಣದಲ್ಲಿ ಉತ್ಕೃಷ್ಟತೆಯನ್ನು ನಿರಂತರವಾಗಿ ಸಾಧಿಸುವ ಸಂಸ್ಥೆಗಳನ್ನು ಗುರುತಿಸಿ ಗೌರವಿಸುವುದು ಅಗತ್ಯ. ಶಿಕ್ಷಕರ ಸಮರ್ಪಣೆ, ಪೋಷಕರ ಬೆಂಬಲ ಹಾಗೂ ವಿದ್ಯಾರ್ಥಿಗಳ ಪರಿಶ್ರಮದಿಂದ ಶಾಲೆಗಳು ಶ್ರೇಷ್ಠತೆಯನ್ನು ತಲುಪುತ್ತವೆ. ನಗರದಲ್ಲಿ ನಡೆದ ಶಿಕ್ಷಣ ಶ್ರೇಷ್ಠತಾ ಪ್ರಶಸ್ತಿ ಪ್ರದಾನ ಸಮಾರಂಭದಲ್ಲಿ ವಿವಿಧ ಶಾಲೆಗಳಿಗೆ ಪ್ರಶಸ್ತಿ ನೀಡಿ ಗೌರವಿಸಲಾಯಿತು. <box>40 989 260 1070</box>
greater-photo <box>492 1344 692 1464</box>
kirusuddi-label: ಕಿರುಸುದ್ದಿ <box>100 506 167 533</box>
story-dateline: ಬೆಂಗಳೂರು: <box>40 163 80 174</box>
